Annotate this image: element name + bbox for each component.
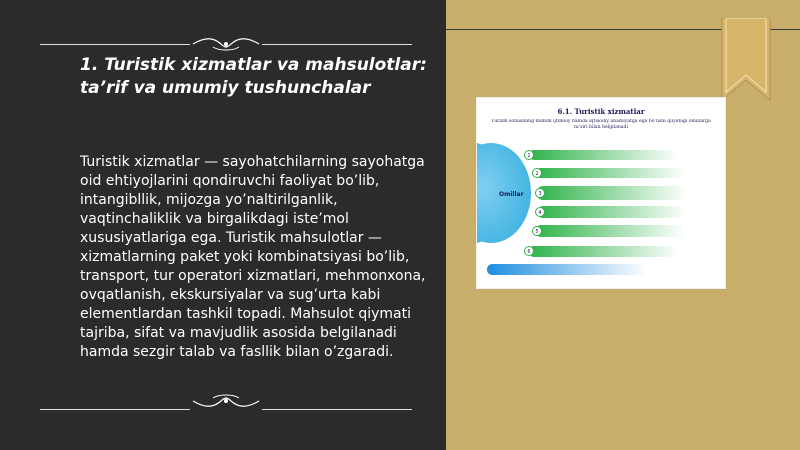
bookmark-ribbon-icon <box>720 18 772 102</box>
top-rule-right <box>262 44 412 45</box>
factor-bar <box>537 206 687 218</box>
factor-bar <box>537 186 687 200</box>
factor-number: 3 <box>538 191 542 197</box>
bottom-rule-right <box>262 409 412 410</box>
factor-number: 4 <box>538 210 542 216</box>
diagram-heading: 6.1. Turistik xizmatlar <box>557 107 645 116</box>
diagram-graphic <box>477 98 725 288</box>
factor-bar <box>529 246 679 257</box>
factor-number: 1 <box>527 153 531 159</box>
flourish-ornament-icon <box>191 35 261 53</box>
diagram-subheading: Turizm sohasining muhim ijtimoiy hamda iqtisodiy ahamiyatga ega bo’lishi quyidagi omillarga ta’siri bilan belgilanadi <box>491 119 711 130</box>
factor-bar <box>529 150 679 160</box>
slide-title: 1. Turistik xizmatlar va mahsulotlar: ta’rif va umumiy tushunchalar <box>80 55 427 98</box>
factor-number: 2 <box>535 171 539 177</box>
diagram-image <box>476 97 726 289</box>
omillar-label: Omillar <box>499 191 524 198</box>
top-rule-left <box>40 44 190 45</box>
flourish-ornament-icon <box>191 392 261 410</box>
bottom-rule-left <box>40 409 190 410</box>
factor-bar <box>535 168 685 178</box>
slide-body-text: Turistik xizmatlar — sayohatchilarning sayohatga oid ehtiyojlarini qondiruvchi faoliyat bo’lib, intangibllik, mijozga yo’naltirilganlik, vaqtinchaliklik va birgalikdagi iste’mol xususiyatlariga ega. Turistik mahsulotlar — xizmatlarning paket yoki kombinatsiyasi bo’lib, transport, tur operatori xizmatlari, mehmonxona, ovqatlanish, ekskursiyalar va sug’urta kabi elementlardan tashkil topadi. Mahsulot qiymati tajriba, sifat va mavjudlik asosida belgilanadi hamda sezgir talab va fasllik bilan o’zgaradi. <box>80 154 426 360</box>
factor-bar <box>535 225 685 237</box>
factor-bar-blue <box>487 264 647 275</box>
factor-number: 5 <box>535 229 539 235</box>
factor-number: 6 <box>527 249 531 255</box>
